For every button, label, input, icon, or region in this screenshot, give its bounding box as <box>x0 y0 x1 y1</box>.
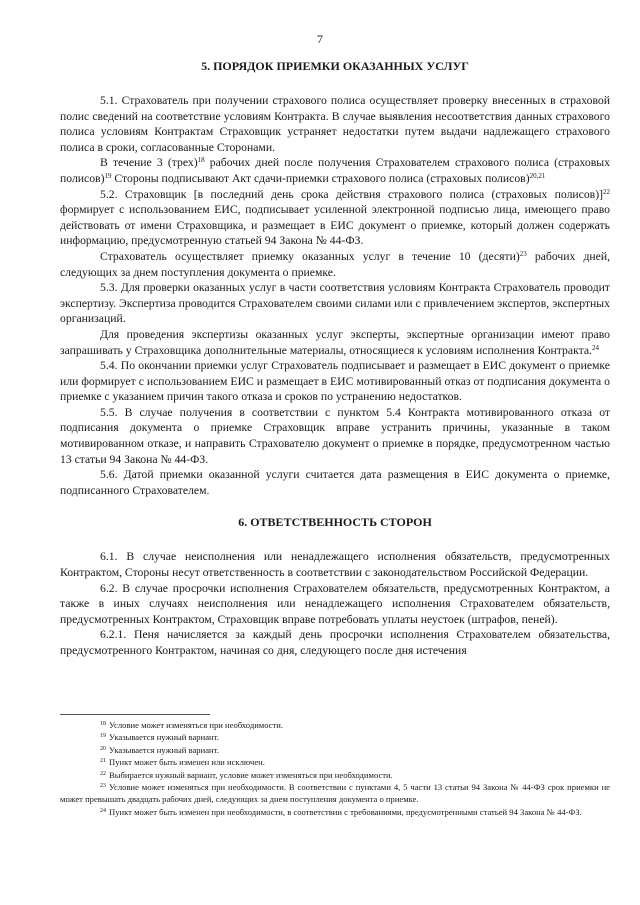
footnote-22: $^{22}$ Выбирается нужный вариант, условие может изменяться при необходимости. <box>100 769 393 780</box>
footnote-19: $^{19}$ Указывается нужный вариант. <box>100 732 219 743</box>
paragraph-5-1: 5.1. Страхователь при получении страхового полиса осуществляет проверку внесенных в страховой полис сведений на соответствие условиям Контракта. В случае выявления несоответствия данных страхового полиса условиям Контрактам Страховщик устраняет недостатки путем выдачи надлежащего страхового полиса в сроки, согласованные Сторонами. <box>60 94 610 154</box>
footnote-ref-18: 18 <box>197 156 205 165</box>
footnote-24: $^{24}$ Пункт может быть изменен при необходимости, в соответствии с требованиями, предусмотренными статьей 94 Закона № 44-ФЗ. <box>100 806 582 817</box>
page-number: 7 <box>317 32 323 46</box>
section-5-title: 5. ПОРЯДОК ПРИЕМКИ ОКАЗАННЫХ УСЛУГ <box>201 59 469 73</box>
paragraph-6-2-1: 6.2.1. Пеня начисляется за каждый день просрочки исполнения Страхователем обязательства, предусмотренного Контрактом, начиная со дня, следующего после дня истечения <box>60 628 610 657</box>
footnote-ref-20-21: 20,21 <box>529 171 546 180</box>
paragraph-5-2: 5.2. Страховщик [в последний день срока действия страхового полиса (страховых полисов)]$^{22}$ формирует с использованием ЕИС, подписывает усиленной электронной подписью лица, имеющего право действовать от имени Страховщика, и размещает в ЕИС документ о приемке, который должен содержать информацию, предусмотренную статьей 94 Закона № 44-ФЗ. <box>60 187 610 248</box>
footnote-ref-23: 23 <box>519 249 527 258</box>
paragraph-5-3: 5.3. Для проверки оказанных услуг в части соответствия условиям Контракта Страхователь проводит экспертизу. Экспертиза проводится Страхователем своими силами или с привлечением экспертов, экспертных организаций. <box>60 281 610 326</box>
footnotes <box>60 719 610 818</box>
footnote-20: $^{20}$ Указывается нужный вариант. <box>100 744 219 755</box>
footnote-23: $^{23}$ Условие может изменяться при необходимости. В соответствии с пунктами 4, 5 части 13 статьи 94 Закона № 44-ФЗ срок приемки не может превышать двадцать рабочих дней, следующих за днем поступления документа о приемке. <box>60 782 610 805</box>
paragraph-6-1: 6.1. В случае неисполнения или ненадлежащего исполнения обязательств, предусмотренных Контрактом, Стороны несут ответственность в соответствии с законодательством Российской Федерации. <box>60 550 610 580</box>
paragraph-5-3-experts: Для проведения экспертизы оказанных услуг эксперты, экспертные организации имеют право запрашивать у Страховщика дополнительные материалы, относящиеся к условиям исполнения Контракта.$^{24}$ <box>60 327 610 357</box>
paragraph-5-6: 5.6. Датой приемки оказанной услуги считается дата размещения в ЕИС документа о приемке, подписанного Страхователем. <box>60 468 610 497</box>
document-body <box>60 58 610 659</box>
footnote-21: $^{21}$ Пункт может быть изменен или исключен. <box>100 757 265 768</box>
paragraph-5-1-term: В течение 3 (трех)$^{18}$ рабочих дней после получения Страхователем страхового полиса (страховых полисов)$^{19}$ Стороны подписывают Акт сдачи-приемки страхового полиса (страховых полисов)$^{20,21}$ <box>60 156 610 185</box>
paragraph-6-2: 6.2. В случае просрочки исполнения Страхователем обязательств, предусмотренных Контрактом, а также в иных случаях неисполнения или ненадлежащего исполнения Страхователем обязательств, предусмотренных Контрактом, Страховщик вправе потребовать уплаты неустоек (штрафов, пеней). <box>60 581 610 626</box>
footnote-18: $^{18}$ Условие может изменяться при необходимости. <box>100 720 284 730</box>
footnote-separator <box>60 714 210 715</box>
footnote-ref-24: 24 <box>591 343 599 352</box>
footnote-ref-22: 22 <box>603 187 610 196</box>
section-6-title: 6. ОТВЕТСТВЕННОСТЬ СТОРОН <box>238 515 432 530</box>
paragraph-5-5: 5.5. В случае получения в соответствии с пунктом 5.4 Контракта мотивированного отказа от подписания документа о приемке Страховщик вправе устранить причины, указанные в таком мотивированном отказе, и направить Страхователю документ о приемке в порядке, предусмотренном частью 13 статьи 94 Закона № 44-ФЗ. <box>60 405 610 466</box>
paragraph-5-4: 5.4. По окончании приемки услуг Страхователь подписывает и размещает в ЕИС документ о приемке или формирует с использованием ЕИС и размещает в ЕИС мотивированный отказ от подписания документа о приемке с указанием причин такого отказа и сроков по устранению недостатков. <box>60 359 610 404</box>
paragraph-5-2-acceptance: Страхователь осуществляет приемку оказанных услуг в течение 10 (десяти)$^{23}$ рабочих дней, следующих за днем поступления документа о приемке. <box>60 249 611 279</box>
footnote-ref-19: 19 <box>104 171 112 180</box>
